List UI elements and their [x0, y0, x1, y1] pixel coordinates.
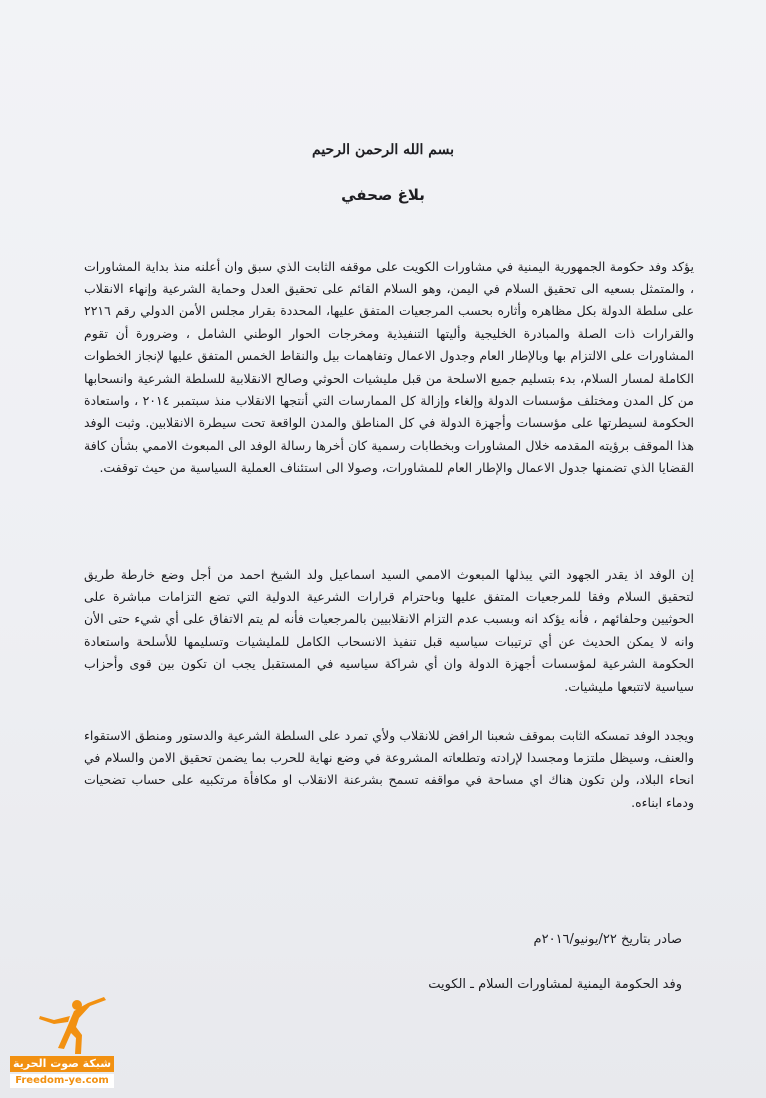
watermark-label: شبكة صوت الحرية — [10, 1056, 114, 1072]
page-title: بلاغ صحفي — [341, 186, 425, 204]
watermark-url: Freedom-ye.com — [10, 1074, 114, 1088]
paragraph-3: ويجدد الوفد تمسكه الثابت بموقف شعبنا الرافض للانقلاب ولأي تمرد على السلطة الشرعية والدستور ومنطق الاستقواء والعنف، وسيظل ملتزما ومجسدا لإرادته وتطلعاته المشروعة في وضع نهاية للحرب بما يضمن تحقيق الامن والسلام في انحاء البلاد، ولن تكون هناك اي مساحة في مواقفه تسمح بشرعنة الانقلاب او مكافأة مرتكبيه على حساب تضحيات ودماء ابناءه. — [84, 727, 694, 810]
basmala-heading: بسم الله الرحمن الرحيم — [312, 142, 454, 158]
signature-line: وفد الحكومة اليمنية لمشاورات السلام ـ الكويت — [428, 977, 682, 992]
paragraph-1: يؤكد وفد حكومة الجمهورية اليمنية في مشاورات الكويت على موقفه الثابت الذي سبق وان أعلنه منذ بداية المشاورات ، والمتمثل بسعيه الى تحقيق السلام في اليمن، وهو السلام القائم على تحقيق العدل وحماية الشرعية وإنهاء الانقلاب على سلطة الدولة بكل مظاهره وأثاره بحسب المرجعيات المتفق عليها، المحددة بقرار مجلس الأمن الدولي رقم ٢٢١٦ والقرارات ذات الصلة والمبادرة الخليجية وأليتها التنفيذية ومخرجات الحوار الوطني الشامل ، وضرورة أن تقوم المشاورات على الالتزام بها وبالإطار العام وجدول الاعمال وتفاهمات بيل والنقاط الخمس المتفق عليها لإنجاز الخطوات الكاملة لمسار السلام، بدء بتسليم جميع الاسلحة من قبل مليشيات الحوثي وصالح الانقلابية للسلطة الشرعية وانسحابها من كل المدن ومختلف مؤسسات الدولة وإلغاء وإزالة كل الممارسات التي أنتجها الانقلاب منذ سبتمبر ٢٠١٤ ، واستعادة الحكومة لسيطرتها على مؤسسات وأجهزة الدولة في كل المناطق والمدن الواقعة تحت سيطرة الانقلابين. وثبت الوفد هذا الموقف برؤيته المقدمه خلال المشاورات وبخطابات رسمية كان أخرها رسالة الوفد الى المبعوث الاممي بشأن كافة القضايا الذي تضمنها جدول الاعمال والإطار العام للمشاورات، وصولا الى استئناف العملية السياسية من حيث توقفت. — [84, 258, 695, 476]
paragraph-2: إن الوفد اذ يقدر الجهود التي يبذلها المبعوث الاممي السيد اسماعيل ولد الشيخ احمد من أجل وضع خارطة طريق لتحقيق السلام وفقا للمرجعيات المتفق عليها وباحترام قرارات الشرعية الدولية التي تضع التزامات مباشرة على الحوثيين وحلفائهم ، فأنه يؤكد انه وبسبب عدم التزام الانقلابيين بالمرجعيات فأنه لم يتم الاتفاق على أي شيء حتى الأن وانه لا يمكن الحديث عن أي ترتيبات سياسيه قبل تنفيذ الانسحاب الكامل للمليشيات وتسليمها للأسلحة واستعادة الحكومة الشرعية لمؤسسات أجهزة الدولة وان أي شراكة سياسيه في المستقبل يجب ان تكون بين قوى وأحزاب سياسية لاتتبعها مليشيات. — [84, 566, 694, 694]
issue-date: صادر بتاريخ ٢٢/يونيو/٢٠١٦م — [533, 932, 682, 947]
watermark-logo — [10, 996, 114, 1092]
running-figure-icon — [30, 996, 110, 1058]
